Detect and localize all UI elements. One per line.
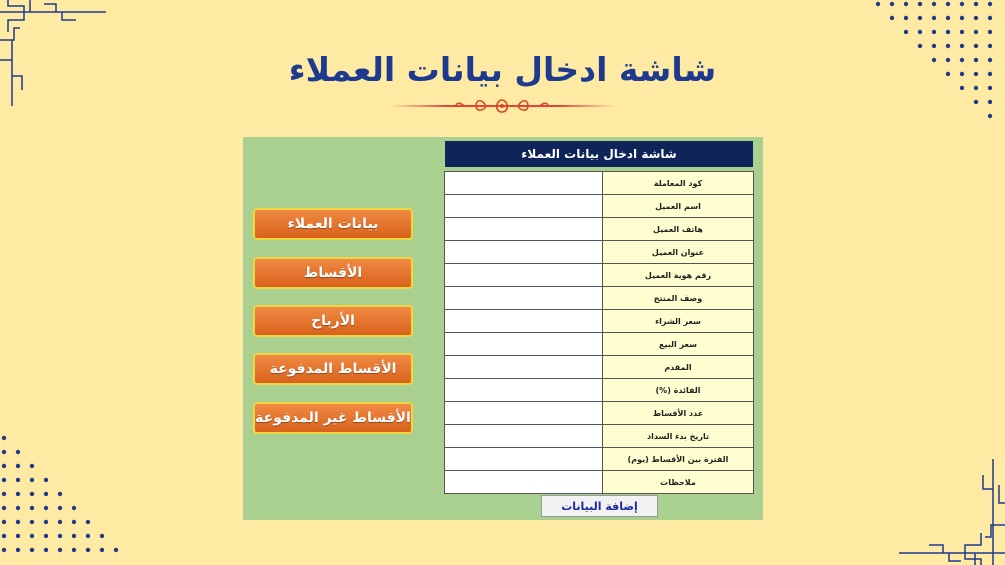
form-field-label: سعر البيع xyxy=(603,333,754,356)
page-title: شاشة ادخال بيانات العملاء xyxy=(288,50,717,89)
form-row xyxy=(445,287,754,310)
title-ornament xyxy=(390,96,615,116)
form-field-label: هاتف العميل xyxy=(603,218,754,241)
form-field-input[interactable] xyxy=(445,287,603,310)
form-row xyxy=(445,356,754,379)
customer-form xyxy=(444,171,754,494)
form-field-input[interactable] xyxy=(445,425,603,448)
form-field-label: المقدم xyxy=(603,356,754,379)
form-header: شاشة ادخال بيانات العملاء xyxy=(445,141,753,167)
form-field-input[interactable] xyxy=(445,356,603,379)
form-row xyxy=(445,264,754,287)
nav-button-installments[interactable]: الأقساط xyxy=(253,257,413,289)
form-field-input[interactable] xyxy=(445,172,603,195)
form-field-label: تاريخ بدء السداد xyxy=(603,425,754,448)
form-field-label: الفائدة (%) xyxy=(603,379,754,402)
add-data-button[interactable]: إضافة البيانات xyxy=(541,495,658,517)
form-field-label: اسم العميل xyxy=(603,195,754,218)
form-row xyxy=(445,471,754,494)
form-field-input[interactable] xyxy=(445,195,603,218)
form-row xyxy=(445,402,754,425)
nav-button-paid-installments[interactable]: الأقساط المدفوعة xyxy=(253,353,413,385)
form-field-input[interactable] xyxy=(445,218,603,241)
form-field-label: عدد الأقساط xyxy=(603,402,754,425)
main-panel xyxy=(243,137,763,520)
form-field-input[interactable] xyxy=(445,471,603,494)
form-row xyxy=(445,333,754,356)
form-row xyxy=(445,425,754,448)
form-field-input[interactable] xyxy=(445,379,603,402)
form-row xyxy=(445,448,754,471)
form-field-label: عنوان العميل xyxy=(603,241,754,264)
nav-button-unpaid-installments[interactable]: الأقساط غير المدفوعة xyxy=(253,402,413,434)
form-field-input[interactable] xyxy=(445,264,603,287)
dot-grid-bottom-left xyxy=(0,430,135,565)
form-field-label: سعر الشراء xyxy=(603,310,754,333)
form-field-input[interactable] xyxy=(445,333,603,356)
form-row xyxy=(445,379,754,402)
form-row xyxy=(445,241,754,264)
form-field-label: وصف المنتج xyxy=(603,287,754,310)
form-field-label: رقم هوية العميل xyxy=(603,264,754,287)
form-field-input[interactable] xyxy=(445,310,603,333)
form-row xyxy=(445,310,754,333)
form-row xyxy=(445,195,754,218)
corner-lines-bottom-right xyxy=(895,455,1005,565)
form-field-label: كود المعاملة xyxy=(603,172,754,195)
form-field-input[interactable] xyxy=(445,241,603,264)
form-row xyxy=(445,218,754,241)
form-field-input[interactable] xyxy=(445,402,603,425)
nav-button-profits[interactable]: الأرباح xyxy=(253,305,413,337)
form-field-input[interactable] xyxy=(445,448,603,471)
nav-button-customers[interactable]: بيانات العملاء xyxy=(253,208,413,240)
form-row xyxy=(445,172,754,195)
form-field-label: ملاحظات xyxy=(603,471,754,494)
form-field-label: الفترة بين الأقساط (يوم) xyxy=(603,448,754,471)
